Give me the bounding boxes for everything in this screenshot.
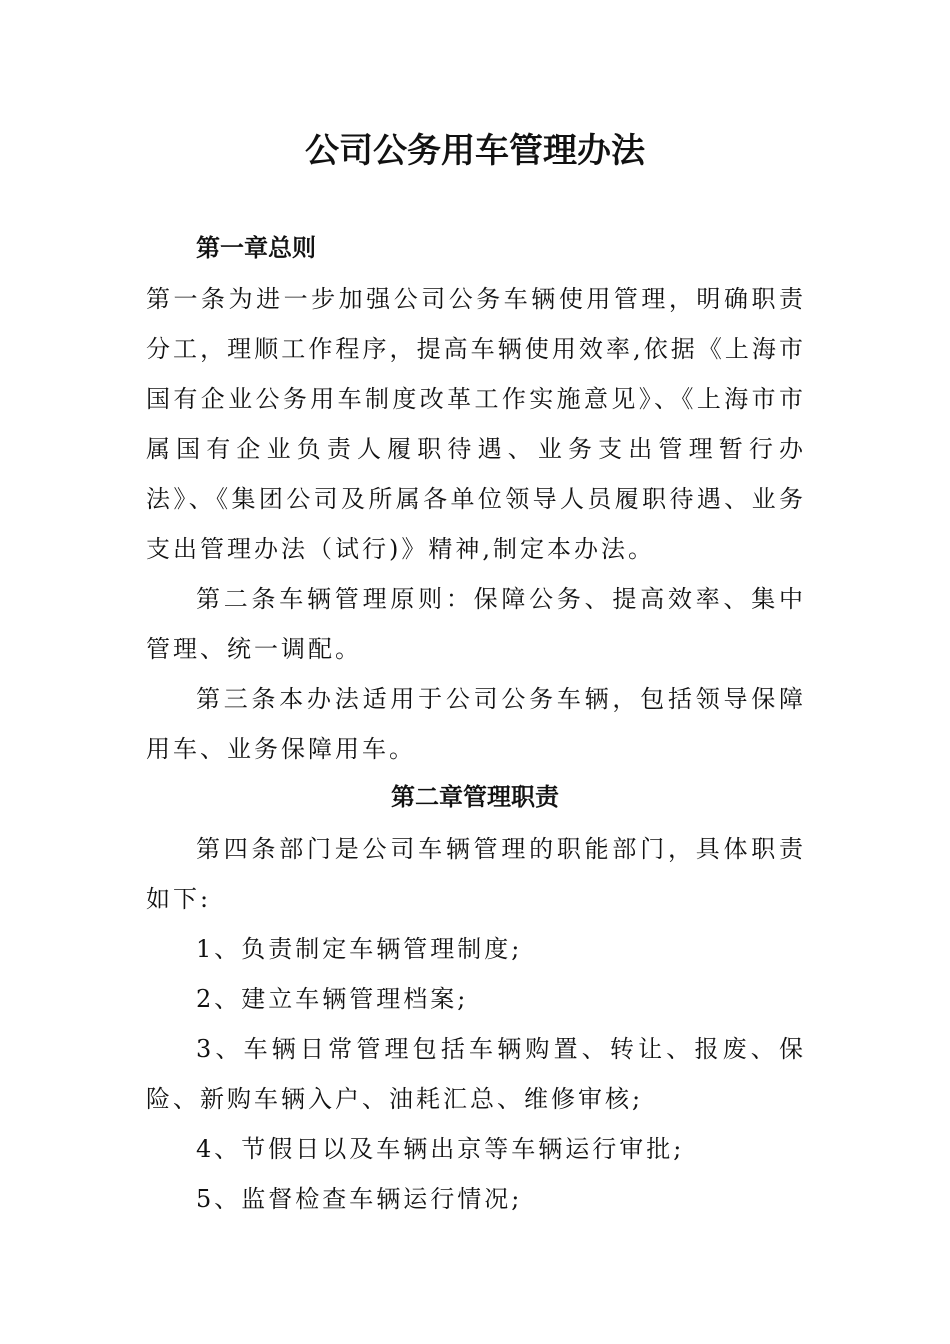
duty-item-4: 4、节假日以及车辆出京等车辆运行审批; bbox=[196, 1135, 685, 1163]
duty-item-2: 2、建立车辆管理档案; bbox=[196, 985, 469, 1013]
article-4-text: 第四条部门是公司车辆管理的职能部门，具体职责如下: bbox=[146, 835, 806, 913]
article-3-text: 第三条本办法适用于公司公务车辆，包括领导保障用车、业务保障用车。 bbox=[146, 685, 806, 763]
duty-item-5: 5、监督检查车辆运行情况; bbox=[196, 1185, 523, 1213]
article-2-text: 第二条车辆管理原则：保障公务、提高效率、集中管理、统一调配。 bbox=[146, 585, 806, 663]
duty-item-1: 1、负责制定车辆管理制度; bbox=[196, 935, 523, 963]
chapter-1-heading: 第一章总则 bbox=[196, 234, 316, 262]
chapter-2-heading: 第二章管理职责 bbox=[391, 783, 559, 811]
article-1-text: 第一条为进一步加强公司公务车辆使用管理，明确职责分工，理顺工作程序，提高车辆使用效率,依据《上海市国有企业公务用车制度改革工作实施意见》、《上海市市属国有企业负责人履职待遇、业务支出管理暂行办法》、《集团公司及所属各单位领导人员履职待遇、业务支出管理办法（试行)》精神,制定本办法。 bbox=[146, 285, 806, 563]
document-title: 公司公务用车管理办法 bbox=[305, 131, 645, 171]
duty-item-3: 3、车辆日常管理包括车辆购置、转让、报废、保险、新购车辆入户、油耗汇总、维修审核; bbox=[146, 1035, 806, 1113]
